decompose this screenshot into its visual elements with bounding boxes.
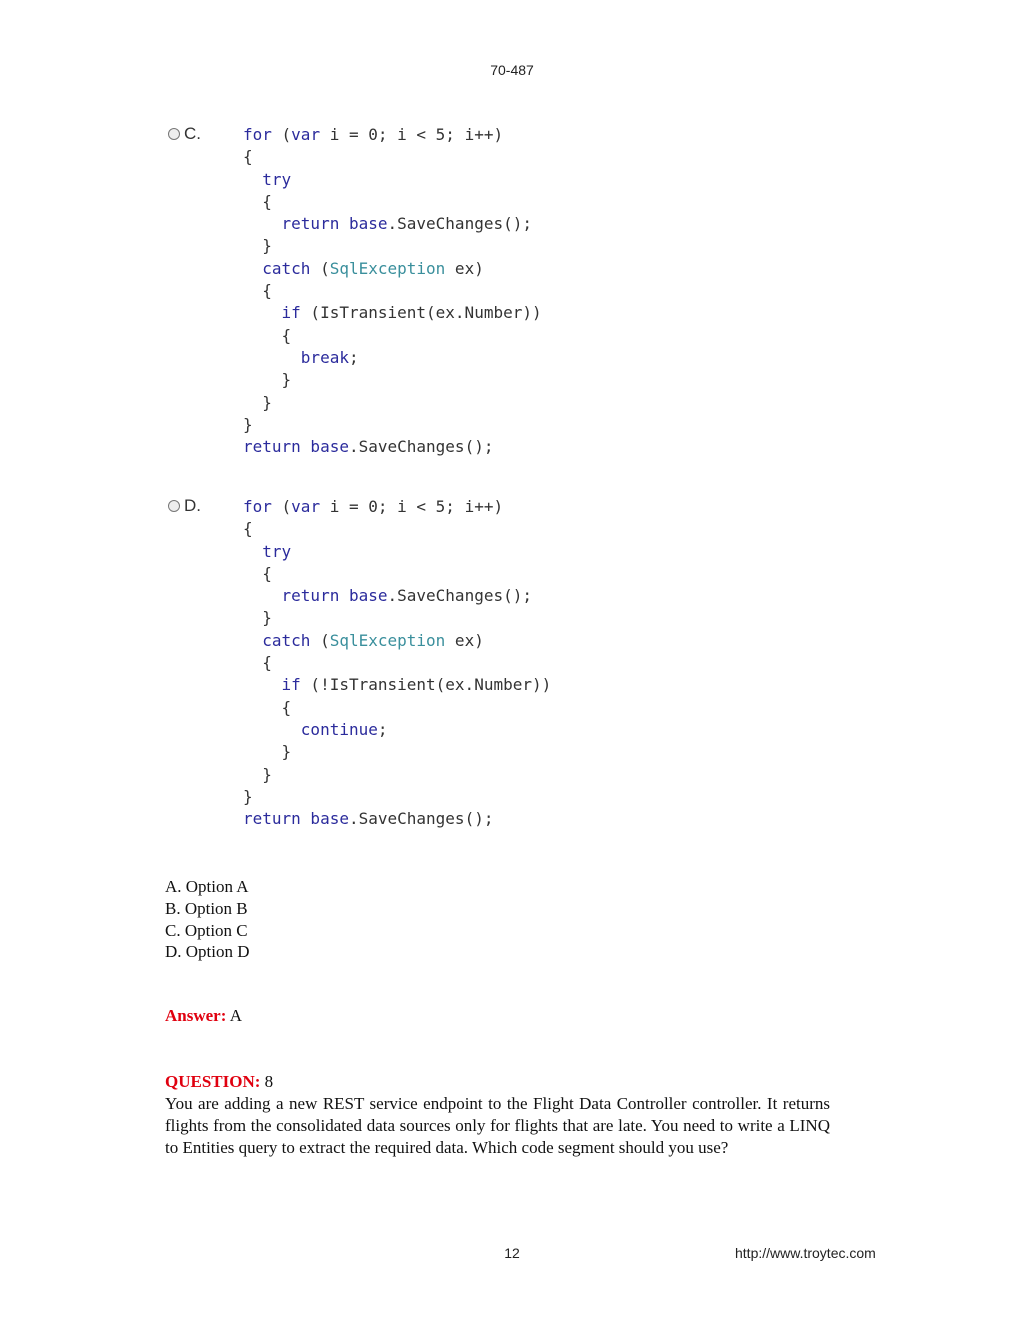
code-token xyxy=(243,348,301,367)
code-token: ; xyxy=(377,719,388,739)
code-token: for xyxy=(243,497,272,516)
code-token: ( xyxy=(271,125,292,144)
code-token xyxy=(243,675,282,694)
code-token: i = 0; i < 5; i++) xyxy=(320,125,504,144)
question-block xyxy=(165,1071,830,1159)
option-d-label[interactable]: D. xyxy=(168,496,201,516)
code-line xyxy=(243,369,542,391)
radio-icon[interactable] xyxy=(168,128,180,140)
choice-d: D. Option D xyxy=(165,942,250,962)
code-token: { xyxy=(243,325,292,345)
code-token: } xyxy=(243,392,272,412)
code-line xyxy=(243,347,542,369)
code-token: for xyxy=(243,125,272,144)
code-token: return base xyxy=(243,809,349,829)
code-token: if xyxy=(281,303,301,323)
code-token: .SaveChanges(); xyxy=(348,437,494,457)
code-token: continue xyxy=(300,719,378,739)
code-token xyxy=(243,259,262,278)
code-token: .SaveChanges(); xyxy=(348,809,494,829)
code-line xyxy=(243,518,551,540)
code-line xyxy=(243,741,551,763)
code-line xyxy=(243,607,551,629)
footer-url-link[interactable]: http://www.troytec.com xyxy=(735,1245,876,1261)
code-line xyxy=(243,719,551,741)
code-line xyxy=(243,213,542,235)
code-token: i = 0; i < 5; i++) xyxy=(320,497,504,516)
code-line xyxy=(243,146,542,168)
code-line xyxy=(243,541,551,563)
code-token: (!IsTransient(ex.Number)) xyxy=(300,675,552,695)
code-token: { xyxy=(243,191,272,211)
code-token: ex) xyxy=(445,258,484,278)
code-token: } xyxy=(243,370,292,390)
code-line xyxy=(243,652,551,674)
page-header: 70-487 xyxy=(490,62,534,78)
code-token: } xyxy=(243,414,253,434)
code-line xyxy=(243,392,542,414)
code-token: try xyxy=(243,169,292,189)
code-token: .SaveChanges(); xyxy=(387,214,532,234)
code-token: catch xyxy=(262,258,311,278)
code-token: } xyxy=(243,236,272,256)
code-token: } xyxy=(243,742,292,762)
code-token xyxy=(243,214,282,233)
code-token: SqlException xyxy=(329,258,446,278)
answer-label: Answer: xyxy=(165,1006,227,1025)
code-token: return base xyxy=(281,586,388,606)
code-line xyxy=(243,630,551,652)
code-line xyxy=(243,169,542,191)
code-token: } xyxy=(243,786,253,806)
code-token: var xyxy=(291,497,321,516)
code-token: if xyxy=(281,675,301,695)
choice-a: A. Option A xyxy=(165,877,249,896)
code-line xyxy=(243,124,542,146)
question-text: You are adding a new REST service endpoint to the Flight Data Controller controller. It returns flights from the consolidated data sources only for flights that are late. You need to write a LINQ to Entities query to extract the required data. Which code segment should you use? xyxy=(165,1094,830,1157)
code-line xyxy=(243,697,551,719)
code-line xyxy=(243,808,551,830)
code-line xyxy=(243,280,542,302)
code-line xyxy=(243,235,542,257)
code-token: return base xyxy=(243,437,349,457)
code-snippet-d xyxy=(243,496,551,830)
code-line xyxy=(243,496,551,518)
code-token: try xyxy=(243,541,292,561)
code-token: (IsTransient(ex.Number)) xyxy=(300,303,542,323)
code-token: break xyxy=(300,347,349,367)
code-line xyxy=(243,414,542,436)
code-token xyxy=(243,631,262,650)
code-line xyxy=(243,674,551,696)
code-token: } xyxy=(243,608,272,628)
answer-value: A xyxy=(229,1006,242,1025)
code-token: SqlException xyxy=(329,630,446,650)
question-number: 8 xyxy=(264,1072,274,1091)
code-token: { xyxy=(243,519,253,539)
choice-c: C. Option C xyxy=(165,920,248,940)
code-token: { xyxy=(243,653,272,673)
code-token: .SaveChanges(); xyxy=(387,586,532,606)
option-c-label[interactable]: C. xyxy=(168,124,201,144)
code-token xyxy=(243,586,282,605)
code-token: { xyxy=(243,563,272,583)
code-line xyxy=(243,258,542,280)
code-line xyxy=(243,191,542,213)
code-token: return base xyxy=(281,214,388,234)
code-token: ( xyxy=(271,497,292,516)
answer-choices xyxy=(165,876,250,963)
page-number: 12 xyxy=(504,1245,520,1261)
code-token: catch xyxy=(262,630,311,650)
code-token: ( xyxy=(310,630,330,650)
code-token: ; xyxy=(348,347,359,367)
code-token: { xyxy=(243,281,272,301)
code-token: var xyxy=(291,125,321,144)
code-token: { xyxy=(243,147,253,167)
question-label: QUESTION: xyxy=(165,1072,261,1091)
radio-icon[interactable] xyxy=(168,500,180,512)
code-line xyxy=(243,436,542,458)
code-line xyxy=(243,302,542,324)
code-line xyxy=(243,563,551,585)
code-token xyxy=(243,303,282,322)
code-token: { xyxy=(243,697,292,717)
code-snippet-c xyxy=(243,124,542,458)
answer-line xyxy=(165,1006,242,1026)
code-line xyxy=(243,325,542,347)
code-line xyxy=(243,764,551,786)
code-line xyxy=(243,786,551,808)
code-line xyxy=(243,585,551,607)
code-token: } xyxy=(243,764,272,784)
code-token: ( xyxy=(310,258,330,278)
code-token xyxy=(243,720,301,739)
code-token: ex) xyxy=(445,630,484,650)
choice-b: B. Option B xyxy=(165,898,248,918)
